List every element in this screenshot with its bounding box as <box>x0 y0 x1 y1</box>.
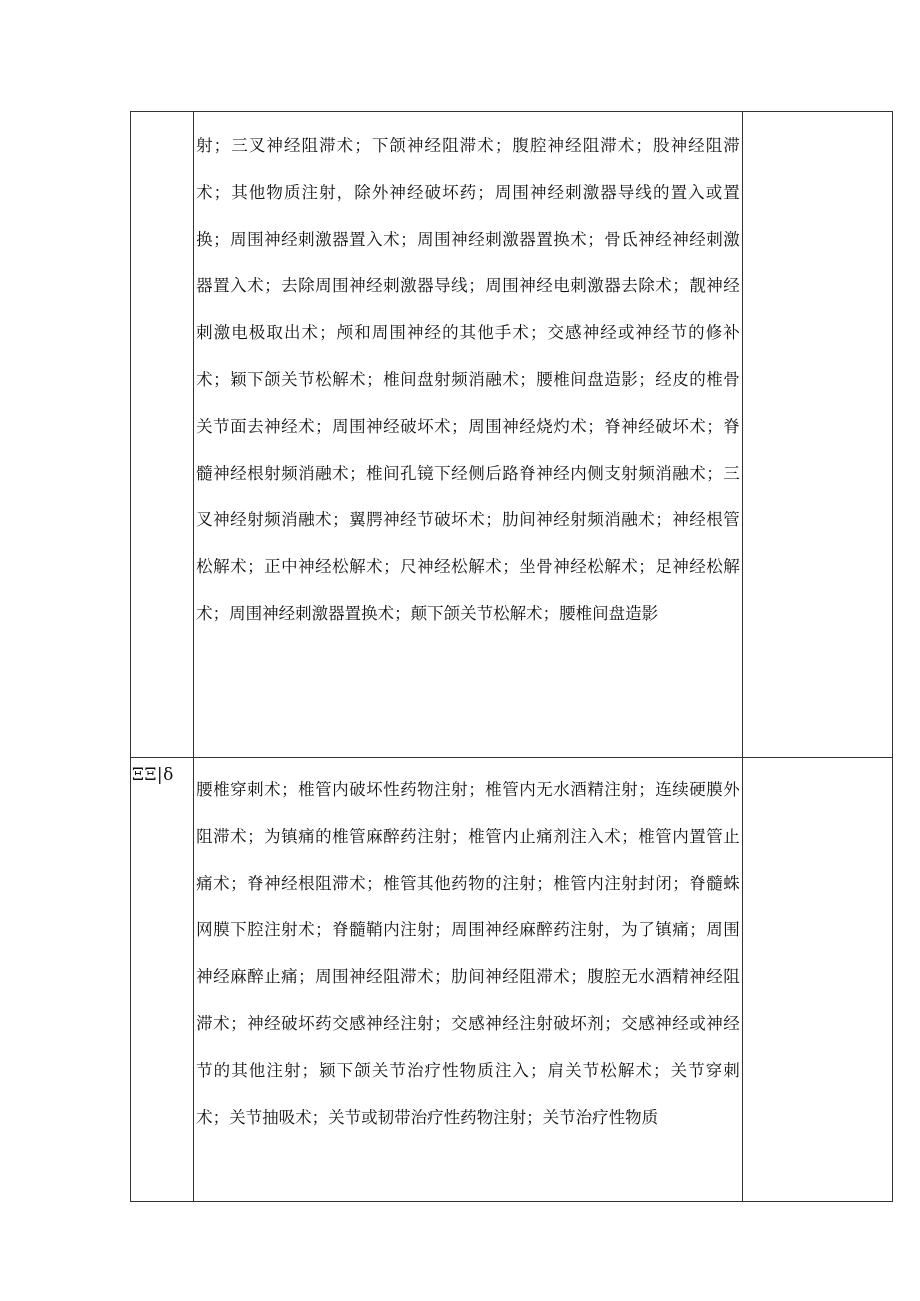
table-row <box>131 112 893 758</box>
note-cell <box>742 112 892 758</box>
code-cell <box>131 112 194 758</box>
table-row <box>131 758 893 1202</box>
code-text: ΞΞ|δ <box>132 765 174 785</box>
procedure-list-text: 腰椎穿刺术；椎管内破坏性药物注射；椎管内无水酒精注射；连续硬膜外阻滞术；为镇痛的椎管麻醉药注射；椎管内止痛剂注入术；椎管内置管止痛术；脊神经根阻滞术；椎管其他药物的注射；椎管内注射封闭；脊髓蛛网膜下腔注射术；脊髓鞘内注射；周围神经麻醉药注射，为了镇痛；周围神经麻醉止痛；周围神经阻滞术；肋间神经阻滞术；腹腔无水酒精神经阻滞术；神经破坏药交感神经注射；交感神经注射破坏剂；交感神经或神经节的其他注射；颍下颌关节治疗性物质注入；肩关节松解术；关节穿刺术；关节抽吸术；关节或韧带治疗性药物注射；关节治疗性物质 <box>196 780 740 1127</box>
procedure-list-cell <box>194 758 743 1202</box>
procedure-table <box>130 111 893 1202</box>
procedure-list-cell <box>194 112 743 758</box>
note-cell <box>742 758 892 1202</box>
procedure-list-text: 射；三叉神经阻滞术；下颌神经阻滞术；腹腔神经阻滞术；股神经阻滞术；其他物质注射，除外神经破坏药；周围神经刺激器导线的置入或置换；周围神经刺激器置入术；周围神经刺激器置换术；骨氐神经神经刺激器置入术；去除周围神经刺激器导线；周围神经电刺激器去除术；靓神经刺激电极取出术；颅和周围神经的其他手术；交感神经或神经节的修补术；颖下颌关节松解术；椎间盘射频消融术；腰椎间盘造影；经皮的椎骨关节面去神经术；周围神经破坏术；周围神经烧灼术；脊神经破坏术；脊髓神经根射频消融术；椎间孔镜下经侧后路脊神经内侧支射频消融术；三叉神经射频消融术；翼腭神经节破坏术；肋间神经射频消融术；神经根管松解术；正中神经松解术；尺神经松解术；坐骨神经松解术；足神经松解术；周围神经刺激器置换术；颠下颌关节松解术；腰椎间盘造影 <box>196 136 740 623</box>
code-cell <box>131 758 194 1202</box>
